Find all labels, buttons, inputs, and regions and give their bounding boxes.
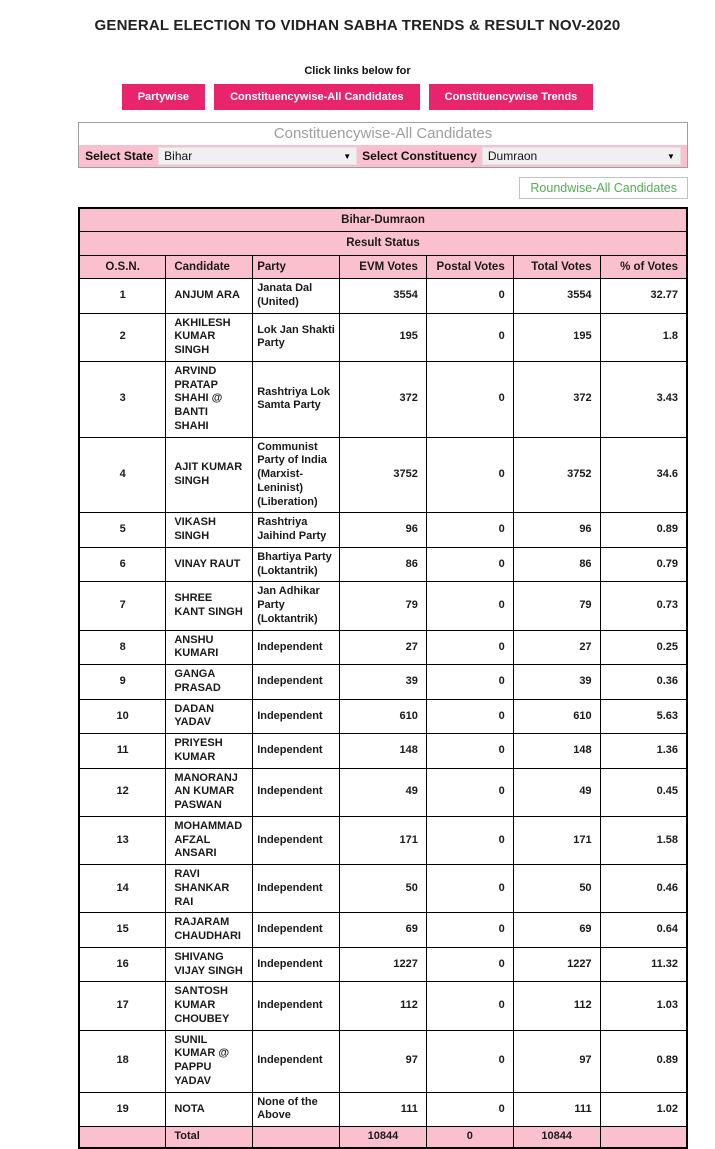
cell-party: Independent	[253, 734, 340, 769]
cell-candidate: SHIVANG VIJAY SINGH	[166, 947, 253, 982]
cell-party: Independent	[253, 699, 340, 734]
cell-total-votes: 86	[513, 547, 600, 582]
cell-total-votes: 610	[513, 699, 600, 734]
cell-total-votes: 49	[513, 768, 600, 816]
cell-postal-votes: 0	[426, 734, 513, 769]
cell-postal-votes: 0	[426, 865, 513, 913]
cell-evm-votes: 111	[340, 1092, 427, 1127]
cell-pct-votes: 0.25	[600, 630, 687, 665]
cell-candidate: MOHAMMAD AFZAL ANSARI	[166, 816, 253, 864]
cell-evm-votes: 171	[340, 816, 427, 864]
cell-total-votes: 372	[513, 361, 600, 437]
cell-total-votes: 39	[513, 665, 600, 700]
column-header-party: Party	[253, 255, 340, 278]
cell-osn: 2	[79, 313, 166, 361]
cell-osn: 13	[79, 816, 166, 864]
candidate-row	[79, 630, 687, 665]
cell-pct-votes: 1.03	[600, 982, 687, 1030]
column-header-pct-votes: % of Votes	[600, 255, 687, 278]
cell-candidate: SANTOSH KUMAR CHOUBEY	[166, 982, 253, 1030]
cell-postal-votes: 0	[426, 513, 513, 548]
cell-evm-votes: 27	[340, 630, 427, 665]
cell-postal-votes: 0	[426, 1030, 513, 1092]
cell-candidate: RAJARAM CHAUDHARI	[166, 913, 253, 948]
cell-total-votes: 69	[513, 913, 600, 948]
total-label-cell: Total	[166, 1127, 253, 1148]
cell-evm-votes: 3752	[340, 437, 427, 513]
cell-pct-votes: 1.58	[600, 816, 687, 864]
constituencywise-all-candidates-button[interactable]: Constituencywise-All Candidates	[214, 84, 420, 110]
cell-total-votes: 97	[513, 1030, 600, 1092]
candidate-row	[79, 547, 687, 582]
cell-pct-votes: 0.64	[600, 913, 687, 948]
candidate-row	[79, 768, 687, 816]
cell-osn: 4	[79, 437, 166, 513]
cell-pct-votes: 1.02	[600, 1092, 687, 1127]
cell-postal-votes: 0	[426, 947, 513, 982]
filter-row	[79, 145, 687, 167]
candidate-row	[79, 437, 687, 513]
table-column-header-row	[79, 255, 687, 278]
cell-party: Rashtriya Lok Samta Party	[253, 361, 340, 437]
table-region-header-row	[79, 208, 687, 232]
cell-evm-votes: 195	[340, 313, 427, 361]
cell-candidate: SHREE KANT SINGH	[166, 582, 253, 630]
cell-total-votes: 1227	[513, 947, 600, 982]
cell-party: Rashtriya Jaihind Party	[253, 513, 340, 548]
cell-postal-votes: 0	[426, 361, 513, 437]
column-header-evm-votes: EVM Votes	[340, 255, 427, 278]
page-header	[0, 17, 715, 110]
total-postal-votes: 0	[426, 1127, 513, 1148]
region-header: Bihar-Dumraon	[79, 208, 687, 232]
cell-party: Independent	[253, 947, 340, 982]
cell-candidate: GANGA PRASAD	[166, 665, 253, 700]
cell-pct-votes: 0.89	[600, 1030, 687, 1092]
candidate-row	[79, 947, 687, 982]
cell-pct-votes: 34.6	[600, 437, 687, 513]
cell-party: Independent	[253, 913, 340, 948]
select-constituency-label: Select Constituency	[362, 149, 477, 163]
cell-evm-votes: 3554	[340, 279, 427, 314]
cell-pct-votes: 0.73	[600, 582, 687, 630]
cell-evm-votes: 610	[340, 699, 427, 734]
cell-osn: 19	[79, 1092, 166, 1127]
cell-party: None of the Above	[253, 1092, 340, 1127]
cell-pct-votes: 0.89	[600, 513, 687, 548]
column-header-osn: O.S.N.	[79, 255, 166, 278]
state-select-value: Bihar	[164, 149, 193, 163]
cell-postal-votes: 0	[426, 982, 513, 1030]
cell-pct-votes: 0.79	[600, 547, 687, 582]
candidate-row	[79, 865, 687, 913]
cell-osn: 9	[79, 665, 166, 700]
cell-candidate: PRIYESH KUMAR	[166, 734, 253, 769]
cell-postal-votes: 0	[426, 1092, 513, 1127]
page-title: GENERAL ELECTION TO VIDHAN SABHA TRENDS & RESULT NOV-2020	[94, 17, 621, 34]
cell-pct-votes: 5.63	[600, 699, 687, 734]
candidate-row	[79, 665, 687, 700]
total-osn-cell	[79, 1127, 166, 1148]
column-header-candidate: Candidate	[166, 255, 253, 278]
cell-total-votes: 148	[513, 734, 600, 769]
cell-candidate: ANSHU KUMARI	[166, 630, 253, 665]
roundwise-all-candidates-button[interactable]: Roundwise-All Candidates	[519, 177, 688, 199]
cell-osn: 1	[79, 279, 166, 314]
cell-evm-votes: 1227	[340, 947, 427, 982]
cell-candidate: VINAY RAUT	[166, 547, 253, 582]
state-select[interactable]	[158, 147, 357, 165]
cell-postal-votes: 0	[426, 768, 513, 816]
total-party-cell	[253, 1127, 340, 1148]
candidate-row	[79, 279, 687, 314]
chevron-down-icon: ▼	[343, 151, 352, 161]
cell-pct-votes: 0.46	[600, 865, 687, 913]
cell-pct-votes: 1.8	[600, 313, 687, 361]
cell-osn: 7	[79, 582, 166, 630]
cell-party: Independent	[253, 982, 340, 1030]
cell-osn: 11	[79, 734, 166, 769]
cell-total-votes: 96	[513, 513, 600, 548]
cell-postal-votes: 0	[426, 699, 513, 734]
cell-evm-votes: 97	[340, 1030, 427, 1092]
cell-postal-votes: 0	[426, 547, 513, 582]
filter-panel	[78, 122, 688, 168]
cell-osn: 14	[79, 865, 166, 913]
candidate-row	[79, 361, 687, 437]
cell-osn: 12	[79, 768, 166, 816]
cell-party: Independent	[253, 816, 340, 864]
cell-osn: 3	[79, 361, 166, 437]
cell-candidate: AKHILESH KUMAR SINGH	[166, 313, 253, 361]
cell-candidate: DADAN YADAV	[166, 699, 253, 734]
cell-candidate: ARVIND PRATAP SHAHI @ BANTI SHAHI	[166, 361, 253, 437]
cell-postal-votes: 0	[426, 630, 513, 665]
cell-evm-votes: 50	[340, 865, 427, 913]
candidate-row	[79, 1092, 687, 1127]
cell-osn: 15	[79, 913, 166, 948]
chevron-down-icon: ▼	[666, 151, 675, 161]
cell-total-votes: 27	[513, 630, 600, 665]
click-links-text: Click links below for	[304, 65, 411, 77]
candidate-row	[79, 982, 687, 1030]
cell-pct-votes: 3.43	[600, 361, 687, 437]
cell-evm-votes: 96	[340, 513, 427, 548]
cell-candidate: SUNIL KUMAR @ PAPPU YADAV	[166, 1030, 253, 1092]
cell-candidate: VIKASH SINGH	[166, 513, 253, 548]
cell-postal-votes: 0	[426, 665, 513, 700]
cell-party: Communist Party of India (Marxist-Leninist) (Liberation)	[253, 437, 340, 513]
column-header-postal-votes: Postal Votes	[426, 255, 513, 278]
cell-total-votes: 195	[513, 313, 600, 361]
cell-party: Independent	[253, 768, 340, 816]
table-status-header-row	[79, 232, 687, 255]
cell-candidate: RAVI SHANKAR RAI	[166, 865, 253, 913]
cell-party: Jan Adhikar Party (Loktantrik)	[253, 582, 340, 630]
candidate-row	[79, 313, 687, 361]
constituency-select-value: Dumraon	[487, 149, 538, 163]
cell-evm-votes: 372	[340, 361, 427, 437]
cell-osn: 18	[79, 1030, 166, 1092]
cell-osn: 17	[79, 982, 166, 1030]
cell-evm-votes: 69	[340, 913, 427, 948]
cell-candidate: MANORANJAN KUMAR PASWAN	[166, 768, 253, 816]
filter-panel-title: Constituencywise-All Candidates	[273, 125, 493, 142]
candidate-row	[79, 913, 687, 948]
candidate-row	[79, 816, 687, 864]
cell-party: Bhartiya Party (Loktantrik)	[253, 547, 340, 582]
cell-postal-votes: 0	[426, 816, 513, 864]
cell-party: Janata Dal (United)	[253, 279, 340, 314]
constituency-select[interactable]	[482, 147, 681, 165]
cell-total-votes: 111	[513, 1092, 600, 1127]
cell-osn: 6	[79, 547, 166, 582]
cell-total-votes: 171	[513, 816, 600, 864]
cell-total-votes: 50	[513, 865, 600, 913]
cell-osn: 5	[79, 513, 166, 548]
cell-pct-votes: 11.32	[600, 947, 687, 982]
cell-party: Independent	[253, 630, 340, 665]
cell-pct-votes: 1.36	[600, 734, 687, 769]
cell-pct-votes: 0.36	[600, 665, 687, 700]
cell-party: Lok Jan Shakti Party	[253, 313, 340, 361]
candidate-row	[79, 582, 687, 630]
select-state-label: Select State	[85, 149, 154, 163]
cell-postal-votes: 0	[426, 913, 513, 948]
cell-party: Independent	[253, 1030, 340, 1092]
cell-postal-votes: 0	[426, 437, 513, 513]
candidate-row	[79, 513, 687, 548]
status-header: Result Status	[79, 232, 687, 255]
cell-party: Independent	[253, 865, 340, 913]
cell-total-votes: 3554	[513, 279, 600, 314]
cell-postal-votes: 0	[426, 313, 513, 361]
cell-evm-votes: 86	[340, 547, 427, 582]
roundwise-row	[78, 177, 688, 199]
cell-osn: 10	[79, 699, 166, 734]
cell-pct-votes: 0.45	[600, 768, 687, 816]
candidate-row	[79, 699, 687, 734]
constituencywise-trends-button[interactable]: Constituencywise Trends	[429, 84, 594, 110]
total-pct-cell	[600, 1127, 687, 1148]
cell-total-votes: 3752	[513, 437, 600, 513]
column-header-total-votes: Total Votes	[513, 255, 600, 278]
cell-postal-votes: 0	[426, 279, 513, 314]
total-evm-votes: 10844	[340, 1127, 427, 1148]
nav-buttons	[0, 84, 715, 110]
cell-evm-votes: 148	[340, 734, 427, 769]
cell-total-votes: 112	[513, 982, 600, 1030]
partywise-button[interactable]: Partywise	[122, 84, 205, 110]
cell-osn: 8	[79, 630, 166, 665]
cell-evm-votes: 112	[340, 982, 427, 1030]
cell-evm-votes: 39	[340, 665, 427, 700]
candidate-row	[79, 734, 687, 769]
cell-total-votes: 79	[513, 582, 600, 630]
cell-party: Independent	[253, 665, 340, 700]
cell-candidate: NOTA	[166, 1092, 253, 1127]
cell-postal-votes: 0	[426, 582, 513, 630]
results-table	[78, 207, 688, 1149]
cell-osn: 16	[79, 947, 166, 982]
table-total-row	[79, 1127, 687, 1148]
cell-pct-votes: 32.77	[600, 279, 687, 314]
cell-candidate: AJIT KUMAR SINGH	[166, 437, 253, 513]
result-table-body	[79, 208, 687, 1148]
total-total-votes: 10844	[513, 1127, 600, 1148]
cell-evm-votes: 49	[340, 768, 427, 816]
main-content	[78, 122, 688, 1149]
candidate-row	[79, 1030, 687, 1092]
cell-candidate: ANJUM ARA	[166, 279, 253, 314]
cell-evm-votes: 79	[340, 582, 427, 630]
